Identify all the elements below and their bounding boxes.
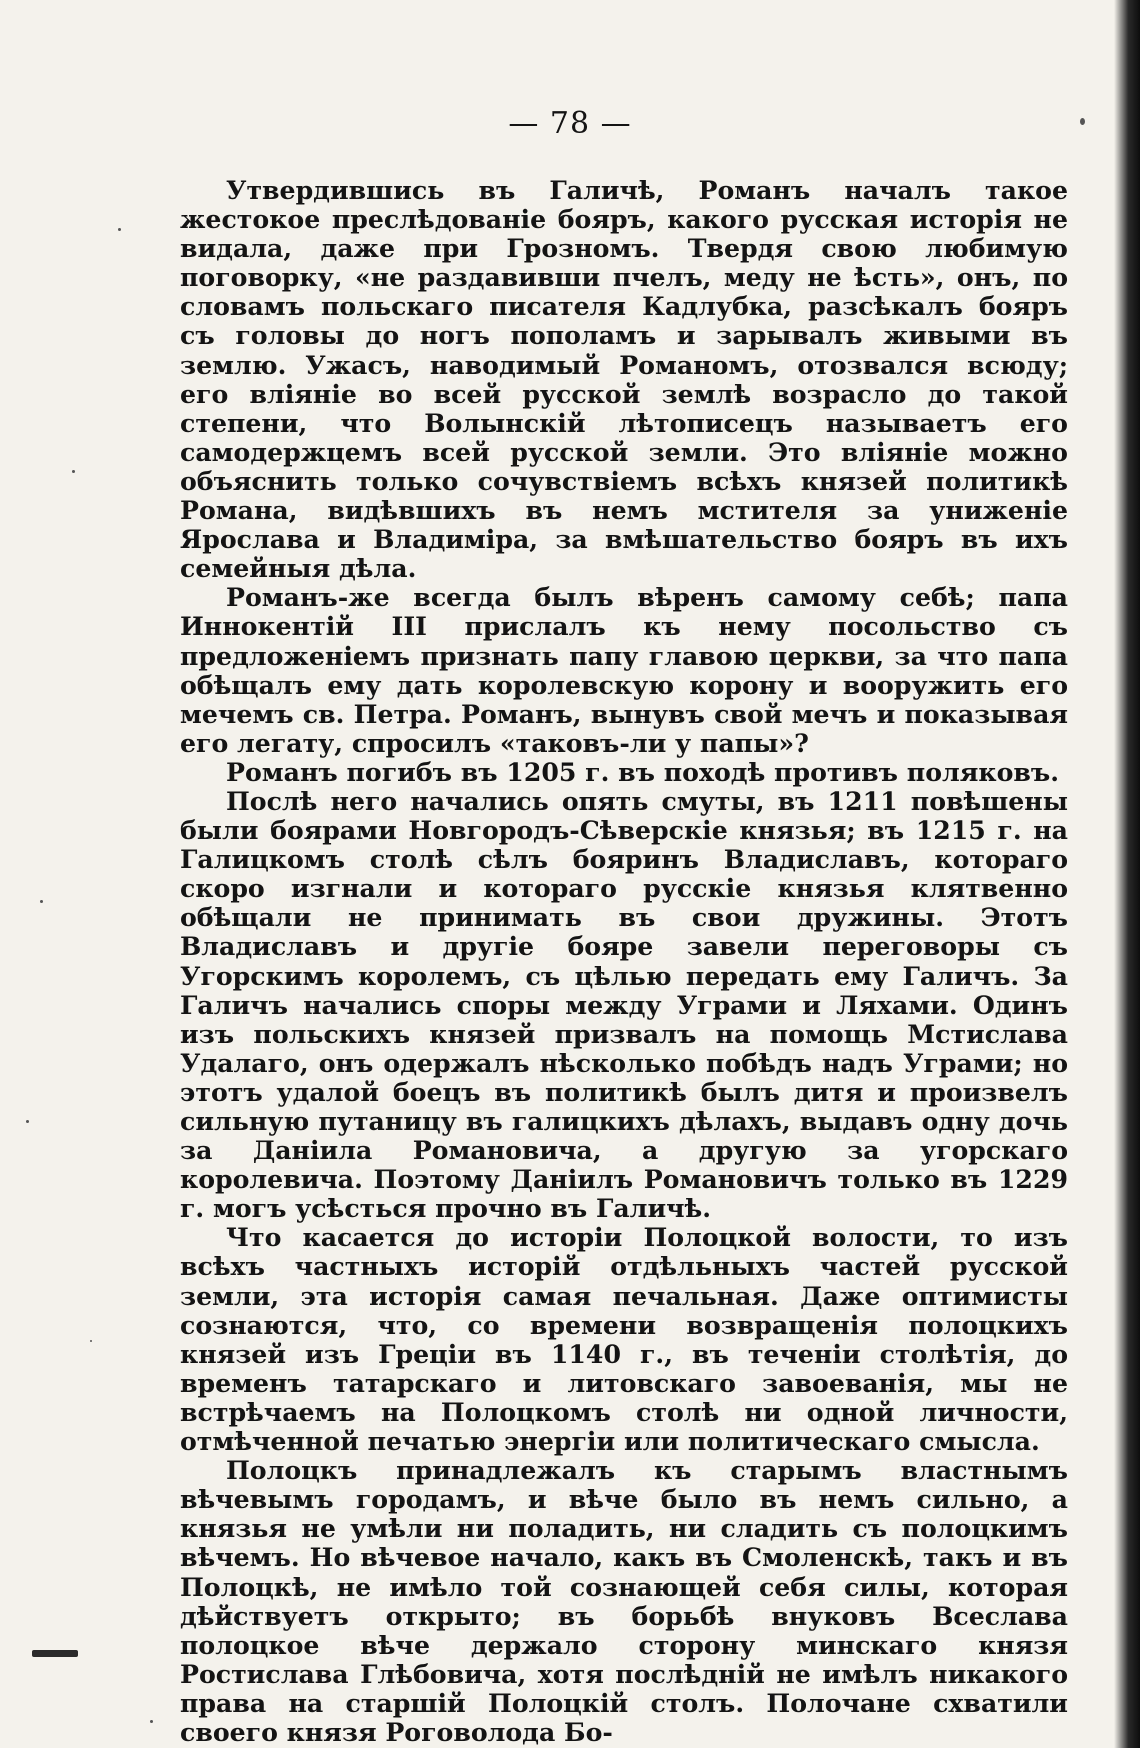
paragraph-2: Романъ-же всегда былъ вѣренъ самому себѣ; папа Иннокентій III прислалъ къ нему посольство съ предложеніемъ признать папу главою церкви, за что папа обѣщалъ ему дать королевскую корону и вооружить его мечемъ св. Петра. Романъ, вынувъ свой мечъ и показывая его легату, спросилъ «таковъ-ли у папы»? (180, 582, 1068, 758)
paragraph-4: Послѣ него начались опять смуты, въ 1211 повѣшены были боярами Новгородъ-Сѣверскіе князья; въ 1215 г. на Галицкомъ столѣ сѣлъ бояринъ Владиславъ, котораго скоро изгнали и котораго русскіе князья клятвенно обѣщали не принимать въ свои дружины. Этотъ Владиславъ и другіе бояре завели переговоры съ Угорскимъ королемъ, съ цѣлью передать ему Галичъ. За Галичъ начались споры между Уграми и Ляхами. Одинъ изъ польскихъ князей призвалъ на помощь Мстислава Удалаго, онъ одержалъ нѣсколько побѣдъ надъ Уграми; но этотъ удалой боецъ въ политикѣ былъ дитя и произвелъ сильную путаницу въ галицкихъ дѣлахъ, выдавъ одну дочь за Даніила Романовича, а другую за угорскаго королевича. Поэтому Даніилъ Романовичъ только въ 1229 г. могъ усѣсться прочно въ Галичѣ. (180, 785, 1068, 1224)
scan-speck (72, 470, 75, 473)
paragraph-1: Утвердившись въ Галичѣ, Романъ началъ такое жестокое преслѣдованіе бояръ, какого русская исторія не видала, даже при Грозномъ. Твердя свою любимую поговорку, «не раздавивши пчелъ, меду не ѣсть», онъ, по словамъ польскаго писателя Кадлубка, разсѣкалъ бояръ съ головы до ногъ пополамъ и зарывалъ живыми въ землю. Ужасъ, наводимый Романомъ, отозвался всюду; его вліяніе во всей русской землѣ возрасло до такой степени, что Волынскій лѣтописецъ называетъ его самодержцемъ всей русской земли. Это вліяніе можно объяснить только сочувствіемъ всѣхъ князей политикѣ Романа, видѣвшихъ въ немъ мстителя за униженіе Ярослава и Владиміра, за вмѣшательство бояръ въ ихъ семейныя дѣла. (180, 175, 1068, 584)
paragraph-5: Что касается до исторіи Полоцкой волости, то изъ всѣхъ частныхъ исторій отдѣльныхъ частей русской земли, эта исторія самая печальная. Даже оптимисты сознаются, что, со времени возвращенія полоцкихъ князей изъ Греціи въ 1140 г., въ теченіи столѣтія, до временъ татарскаго и литовскаго завоеванія, мы не встрѣчаемъ на Полоцкомъ столѣ ни одной личности, отмѣченной печатью энергіи или политическаго смысла. (180, 1222, 1068, 1457)
scan-speck (26, 1120, 29, 1123)
scan-smudge (32, 1650, 78, 1657)
book-edge-shadow (1114, 0, 1140, 1748)
scan-speck (150, 1720, 153, 1723)
scan-speck (90, 1340, 92, 1342)
paragraph-3: Романъ погибъ въ 1205 г. въ походѣ противъ поляковъ. (226, 756, 1059, 787)
scan-speck (40, 900, 43, 903)
page-number: — 78 — (508, 106, 632, 141)
scan-speck (118, 228, 121, 231)
paragraph-6: Полоцкъ принадлежалъ къ старымъ властнымъ вѣчевымъ городамъ, и вѣче было въ немъ сильно, а князья не умѣли ни поладить, ни сладить съ полоцкимъ вѣчемъ. Но вѣчевое начало, какъ въ Смоленскѣ, такъ и въ Полоцкѣ, не имѣло той сознающей себя силы, которая дѣйствуетъ открыто; въ борьбѣ внуковъ Всеслава полоцкое вѣче держало сторону минскаго князя Ростислава Глѣбовича, хотя послѣдній не имѣлъ никакого права на старшій Полоцкій столъ. Полочане схватили своего князя Роговолода Бо- (180, 1455, 1068, 1747)
scan-speck (1080, 118, 1085, 125)
body-text (180, 176, 1068, 1747)
